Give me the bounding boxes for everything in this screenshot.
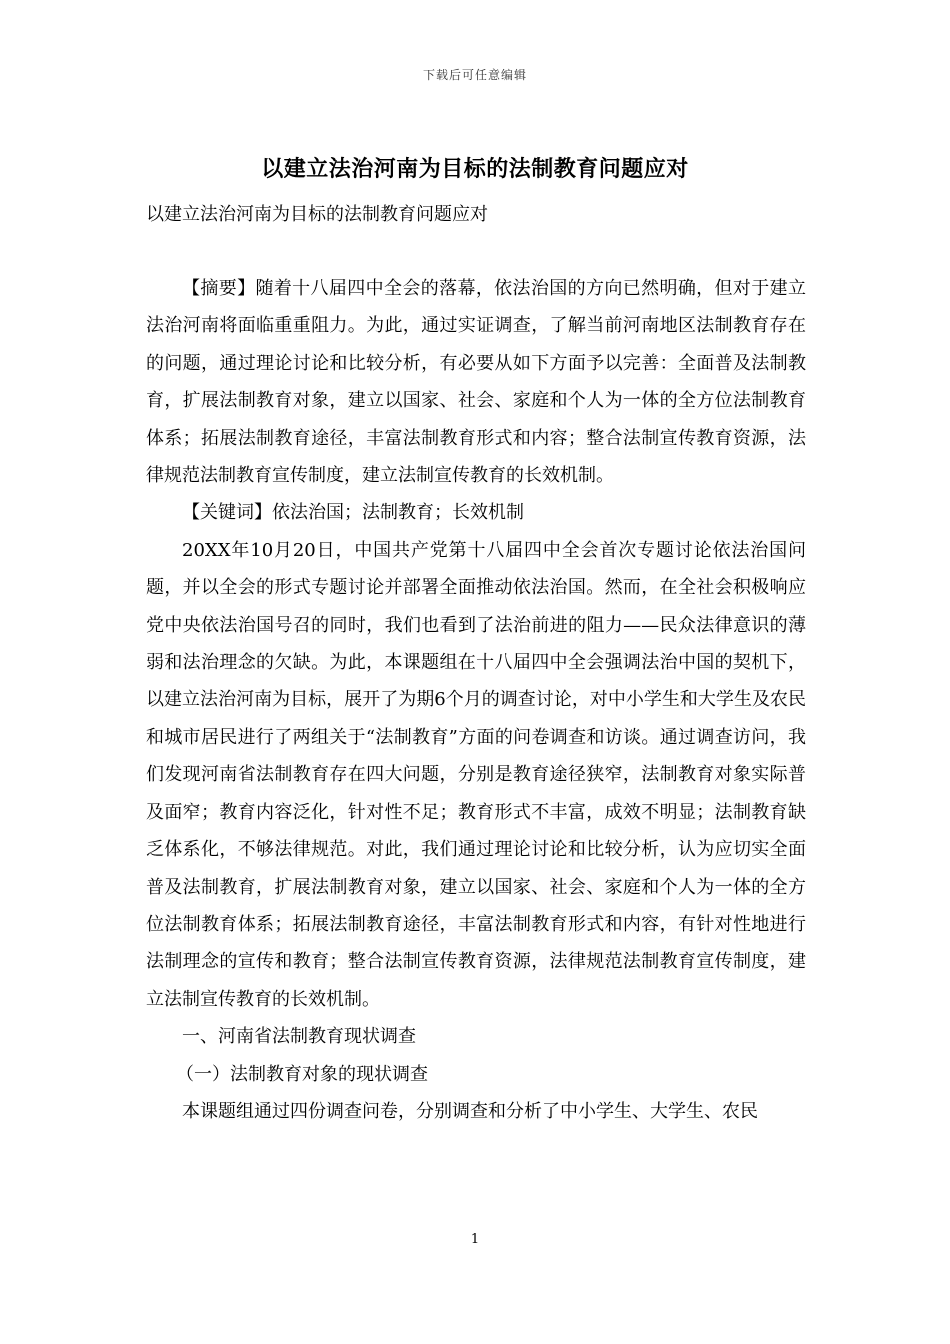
intro-paragraph: 20XX年10月20日，中国共产党第十八届四中全会首次专题讨论依法治国问题，并以全会的形式专题讨论并部署全面推动依法治国。然而，在全社会积极响应党中央依法治国号召的同时，我们也看到了法治前进的阻力——民众法律意识的薄弱和法治理念的欠缺。为此，本课题组在十八届四中全会强调法治中国的契机下，以建立法治河南为目标，展开了为期6个月的调查讨论，对中小学生和大学生及农民和城市居民进行了两组关于“法制教育”方面的问卷调查和访谈。通过调查访问，我们发现河南省法制教育存在四大问题，分别是教育途径狭窄，法制教育对象实际普及面窄；教育内容泛化，针对性不足；教育形式不丰富，成效不明显；法制教育缺乏体系化，不够法律规范。对此，我们通过理论讨论和比较分析，认为应切实全面普及法制教育，扩展法制教育对象，建立以国家、社会、家庭和个人为一体的全方位法制教育体系；拓展法制教育途径，丰富法制教育形式和内容，有针对性地进行法制理念的宣传和教育；整合法制宣传教育资源，法律规范法制教育宣传制度，建立法制宣传教育的长效机制。 <box>146 539 806 1010</box>
section-heading: 一、河南省法制教育现状调查 <box>182 1026 416 1048</box>
section-paragraph: 本课题组通过四份调查问卷，分别调查和分析了中小学生、大学生、农民 <box>182 1100 758 1122</box>
document-title: 以建立法治河南为目标的法制教育问题应对 <box>261 156 689 182</box>
document-subtitle: 以建立法治河南为目标的法制教育问题应对 <box>146 204 488 225</box>
page-number: 1 <box>470 1232 480 1247</box>
document-body <box>146 270 806 1130</box>
page-header-note: 下载后可任意编辑 <box>422 68 527 82</box>
abstract-paragraph: 【摘要】随着十八届四中全会的落幕，依法治国的方向已然明确，但对于建立法治河南将面临重重阻力。为此，通过实证调查，了解当前河南地区法制教育存在的问题，通过理论讨论和比较分析，有必要从如下方面予以完善：全面普及法制教育，扩展法制教育对象，建立以国家、社会、家庭和个人为一体的全方位法制教育体系；拓展法制教育途径，丰富法制教育形式和内容；整合法制宣传教育资源，法律规范法制教育宣传制度，建立法制宣传教育的长效机制。 <box>146 278 806 487</box>
keywords-paragraph: 【关键词】依法治国；法制教育；长效机制 <box>182 502 524 524</box>
subsection-heading: （一）法制教育对象的现状调查 <box>176 1063 428 1085</box>
